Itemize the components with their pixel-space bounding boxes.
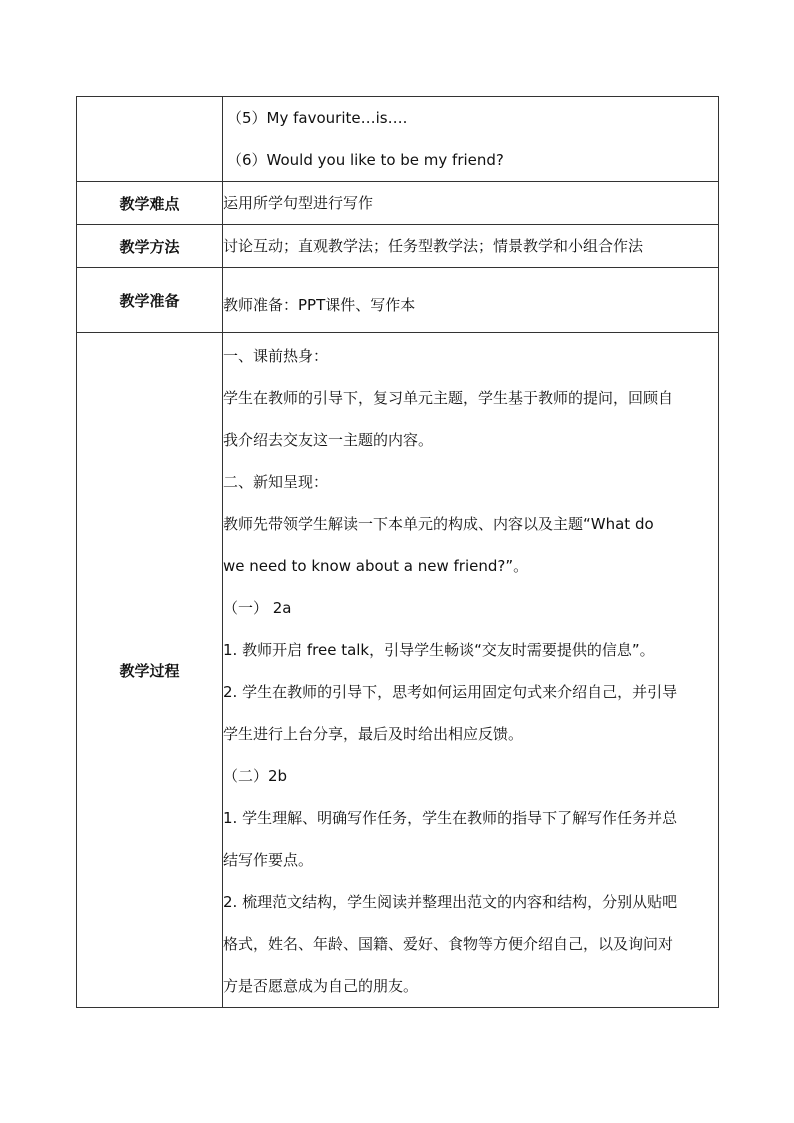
table-row-process xyxy=(77,333,719,1008)
process-line: 1. 学生理解、明确写作任务，学生在教师的指导下了解写作任务并总 xyxy=(223,809,678,827)
row-label-difficulty: 教学难点 xyxy=(77,182,223,225)
methods-text: 讨论互动；直观教学法；任务型教学法；情景教学和小组合作法 xyxy=(223,237,644,255)
table-row-preparation xyxy=(77,268,719,333)
lesson-plan-table xyxy=(76,96,719,1008)
methods-cell xyxy=(223,225,719,268)
process-line: 教师先带领学生解读一下本单元的构成、内容以及主题“What do xyxy=(223,515,654,533)
process-line: 学生在教师的引导下，复习单元主题，学生基于教师的提问，回顾自 xyxy=(223,389,674,407)
process-line: 二、新知呈现： xyxy=(223,473,329,491)
process-line: 方是否愿意成为自己的朋友。 xyxy=(223,977,419,995)
row-label-preparation: 教学准备 xyxy=(77,268,223,333)
row-label-process: 教学过程 xyxy=(77,333,223,1008)
process-line: we need to know about a new friend?”。 xyxy=(223,557,529,575)
objective-line-5: （5）My favourite…is…. xyxy=(227,109,408,127)
process-line: 我介绍去交友这一主题的内容。 xyxy=(223,431,434,449)
objectives-cont-cell xyxy=(223,97,719,182)
process-line: 一、课前热身： xyxy=(223,347,329,365)
process-line: 格式，姓名、年龄、国籍、爱好、食物等方便介绍自己，以及询问对 xyxy=(223,935,674,953)
preparation-text: 教师准备：PPT课件、写作本 xyxy=(223,296,416,314)
objective-line-6: （6）Would you like to be my friend? xyxy=(227,151,504,169)
process-line: 2. 梳理范文结构，学生阅读并整理出范文的内容和结构，分别从贴吧 xyxy=(223,893,678,911)
row-label-methods: 教学方法 xyxy=(77,225,223,268)
table-row-difficulty xyxy=(77,182,719,225)
process-line: 2. 学生在教师的引导下，思考如何运用固定句式来介绍自己，并引导 xyxy=(223,683,678,701)
table-row-methods xyxy=(77,225,719,268)
process-cell xyxy=(223,333,719,1008)
table-row-objectives-cont xyxy=(77,97,719,182)
process-line: （一） 2a xyxy=(223,599,292,617)
process-line: （二）2b xyxy=(223,767,288,785)
process-line: 结写作要点。 xyxy=(223,851,314,869)
difficulty-text: 运用所学句型进行写作 xyxy=(223,194,374,212)
difficulty-cell xyxy=(223,182,719,225)
row-label-empty xyxy=(77,97,223,182)
preparation-cell xyxy=(223,268,719,333)
process-line: 1. 教师开启 free talk，引导学生畅谈“交友时需要提供的信息”。 xyxy=(223,641,655,659)
process-line: 学生进行上台分享，最后及时给出相应反馈。 xyxy=(223,725,524,743)
